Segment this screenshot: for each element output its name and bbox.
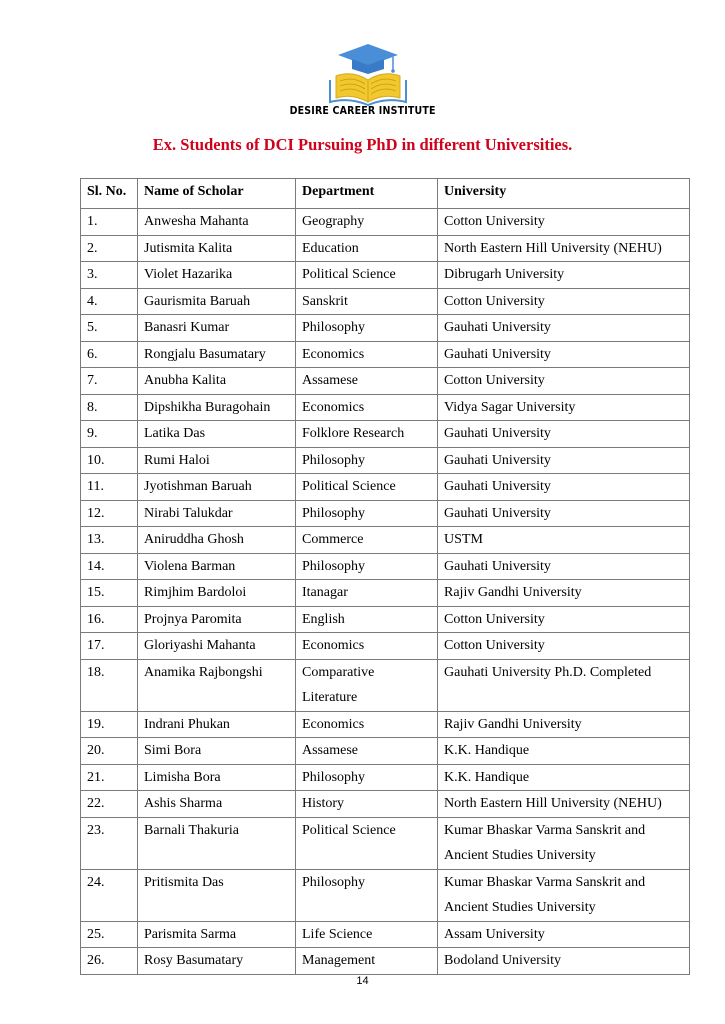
header-university: University	[438, 179, 690, 209]
cell-university: K.K. Handique	[438, 764, 690, 791]
cell-department: Assamese	[296, 368, 438, 395]
cell-department: Economics	[296, 394, 438, 421]
cell-sl-no: 22.	[81, 791, 138, 818]
cell-university: Rajiv Gandhi University	[438, 580, 690, 607]
cell-sl-no: 9.	[81, 421, 138, 448]
cell-university: Dibrugarh University	[438, 262, 690, 289]
cell-university: Kumar Bhaskar Varma Sanskrit and Ancient Studies University	[438, 817, 690, 869]
cell-sl-no: 15.	[81, 580, 138, 607]
table-row	[81, 633, 690, 660]
cell-sl-no: 17.	[81, 633, 138, 660]
cell-name: Jyotishman Baruah	[138, 474, 296, 501]
cell-university: Gauhati University	[438, 447, 690, 474]
graduation-cap-book-icon	[318, 42, 418, 106]
cell-name: Anamika Rajbongshi	[138, 659, 296, 711]
cell-department: Economics	[296, 633, 438, 660]
cell-university: Gauhati University	[438, 341, 690, 368]
cell-department: Philosophy	[296, 869, 438, 921]
cell-sl-no: 18.	[81, 659, 138, 711]
cell-name: Jutismita Kalita	[138, 235, 296, 262]
cell-university: Cotton University	[438, 606, 690, 633]
cell-department: Economics	[296, 341, 438, 368]
scholars-table	[80, 178, 690, 975]
cell-university: Assam University	[438, 921, 690, 948]
header-department: Department	[296, 179, 438, 209]
table-row	[81, 948, 690, 975]
table-row	[81, 209, 690, 236]
cell-sl-no: 25.	[81, 921, 138, 948]
cell-sl-no: 7.	[81, 368, 138, 395]
cell-department: Education	[296, 235, 438, 262]
cell-university: Gauhati University	[438, 315, 690, 342]
cell-sl-no: 3.	[81, 262, 138, 289]
cell-sl-no: 8.	[81, 394, 138, 421]
cell-name: Violet Hazarika	[138, 262, 296, 289]
cell-name: Ashis Sharma	[138, 791, 296, 818]
cell-name: Anwesha Mahanta	[138, 209, 296, 236]
cell-name: Parismita Sarma	[138, 921, 296, 948]
table-row	[81, 235, 690, 262]
cell-name: Dipshikha Buragohain	[138, 394, 296, 421]
cell-sl-no: 13.	[81, 527, 138, 554]
cell-department: Management	[296, 948, 438, 975]
cell-university: Bodoland University	[438, 948, 690, 975]
table-row	[81, 791, 690, 818]
cell-department: Philosophy	[296, 500, 438, 527]
cell-department: Economics	[296, 711, 438, 738]
table-row	[81, 421, 690, 448]
cell-sl-no: 2.	[81, 235, 138, 262]
cell-name: Limisha Bora	[138, 764, 296, 791]
cell-name: Aniruddha Ghosh	[138, 527, 296, 554]
cell-department: Sanskrit	[296, 288, 438, 315]
cell-university: Rajiv Gandhi University	[438, 711, 690, 738]
cell-department: Political Science	[296, 474, 438, 501]
cell-department: English	[296, 606, 438, 633]
cell-sl-no: 14.	[81, 553, 138, 580]
cell-sl-no: 5.	[81, 315, 138, 342]
cell-name: Barnali Thakuria	[138, 817, 296, 869]
table-row	[81, 341, 690, 368]
table-row	[81, 527, 690, 554]
cell-name: Nirabi Talukdar	[138, 500, 296, 527]
table-row	[81, 474, 690, 501]
cell-university: North Eastern Hill University (NEHU)	[438, 235, 690, 262]
table-row	[81, 315, 690, 342]
cell-name: Rimjhim Bardoloi	[138, 580, 296, 607]
table-row	[81, 738, 690, 765]
cell-name: Simi Bora	[138, 738, 296, 765]
cell-sl-no: 1.	[81, 209, 138, 236]
cell-university: Gauhati University	[438, 474, 690, 501]
cell-department: Philosophy	[296, 315, 438, 342]
institute-name: DESIRE CAREER INSTITUTE	[289, 105, 436, 117]
cell-university: Cotton University	[438, 633, 690, 660]
table-row	[81, 711, 690, 738]
table-row	[81, 580, 690, 607]
cell-sl-no: 21.	[81, 764, 138, 791]
cell-name: Violena Barman	[138, 553, 296, 580]
cell-sl-no: 4.	[81, 288, 138, 315]
table-row	[81, 659, 690, 711]
page-heading: Ex. Students of DCI Pursuing PhD in different Universities.	[152, 135, 573, 154]
cell-department: Folklore Research	[296, 421, 438, 448]
cell-university: Gauhati University Ph.D. Completed	[438, 659, 690, 711]
table-row	[81, 764, 690, 791]
cell-name: Anubha Kalita	[138, 368, 296, 395]
cell-department: Philosophy	[296, 447, 438, 474]
page-number: 14	[356, 975, 369, 987]
cell-university: Gauhati University	[438, 553, 690, 580]
table-body	[81, 209, 690, 975]
cell-department: History	[296, 791, 438, 818]
cell-sl-no: 11.	[81, 474, 138, 501]
cell-name: Pritismita Das	[138, 869, 296, 921]
cell-department: Commerce	[296, 527, 438, 554]
cell-sl-no: 19.	[81, 711, 138, 738]
cell-name: Gloriyashi Mahanta	[138, 633, 296, 660]
table-row	[81, 368, 690, 395]
cell-sl-no: 26.	[81, 948, 138, 975]
cell-department: Political Science	[296, 262, 438, 289]
cell-university: USTM	[438, 527, 690, 554]
table-row	[81, 921, 690, 948]
cell-university: K.K. Handique	[438, 738, 690, 765]
table-row	[81, 394, 690, 421]
cell-department: Comparative Literature	[296, 659, 438, 711]
table-row	[81, 288, 690, 315]
cell-university: Cotton University	[438, 288, 690, 315]
header-sl-no: Sl. No.	[81, 179, 138, 209]
header-name: Name of Scholar	[138, 179, 296, 209]
cell-sl-no: 16.	[81, 606, 138, 633]
cell-department: Itanagar	[296, 580, 438, 607]
table-row	[81, 262, 690, 289]
table-row	[81, 447, 690, 474]
cell-department: Political Science	[296, 817, 438, 869]
cell-name: Rumi Haloi	[138, 447, 296, 474]
cell-university: Kumar Bhaskar Varma Sanskrit and Ancient Studies University	[438, 869, 690, 921]
cell-department: Assamese	[296, 738, 438, 765]
cell-name: Indrani Phukan	[138, 711, 296, 738]
cell-name: Rosy Basumatary	[138, 948, 296, 975]
cell-name: Rongjalu Basumatary	[138, 341, 296, 368]
cell-sl-no: 6.	[81, 341, 138, 368]
cell-sl-no: 24.	[81, 869, 138, 921]
cell-university: North Eastern Hill University (NEHU)	[438, 791, 690, 818]
cell-university: Cotton University	[438, 209, 690, 236]
cell-university: Gauhati University	[438, 500, 690, 527]
cell-name: Gaurismita Baruah	[138, 288, 296, 315]
cell-sl-no: 20.	[81, 738, 138, 765]
table-header-row	[81, 179, 690, 209]
table-row	[81, 553, 690, 580]
cell-university: Vidya Sagar University	[438, 394, 690, 421]
cell-name: Projnya Paromita	[138, 606, 296, 633]
cell-department: Philosophy	[296, 764, 438, 791]
table-row	[81, 500, 690, 527]
cell-sl-no: 10.	[81, 447, 138, 474]
cell-university: Cotton University	[438, 368, 690, 395]
cell-university: Gauhati University	[438, 421, 690, 448]
cell-name: Banasri Kumar	[138, 315, 296, 342]
table-row	[81, 817, 690, 869]
cell-department: Life Science	[296, 921, 438, 948]
cell-department: Philosophy	[296, 553, 438, 580]
cell-sl-no: 23.	[81, 817, 138, 869]
table-row	[81, 606, 690, 633]
table-row	[81, 869, 690, 921]
cell-name: Latika Das	[138, 421, 296, 448]
cell-sl-no: 12.	[81, 500, 138, 527]
cell-department: Geography	[296, 209, 438, 236]
